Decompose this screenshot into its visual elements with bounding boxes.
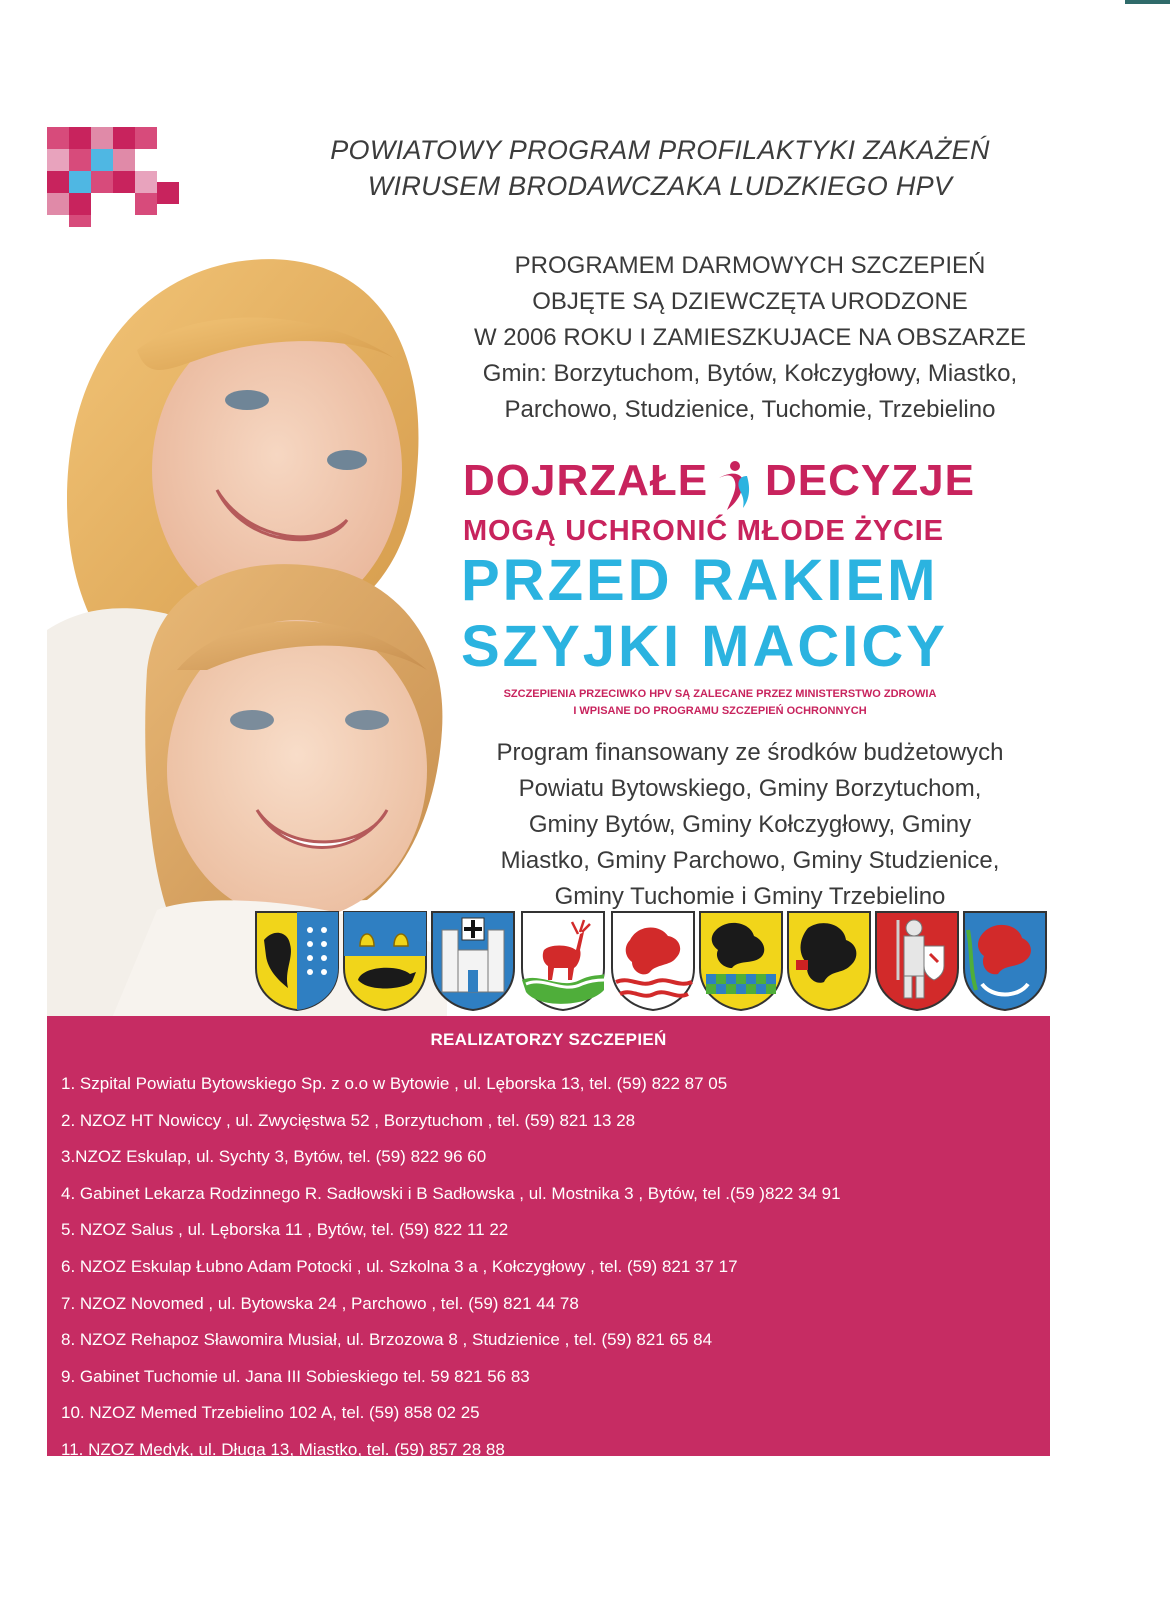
coat-of-arms-griffin-stars	[254, 910, 340, 1012]
slogan-line-4: SZYJKI MACICY	[461, 614, 948, 679]
provider-item: 11. NZOZ Medyk, ul. Długa 13, Miastko, tel. (59) 857 28 88	[61, 1439, 505, 1459]
eligibility-line: OBJĘTE SĄ DZIEWCZĘTA URODZONE	[532, 288, 968, 315]
slogan-word-1: DOJRZAŁE	[463, 456, 709, 505]
provider-item: 1. Szpital Powiatu Bytowskiego Sp. z o.o w Bytowie , ul. Lęborska 13, tel. (59) 822 87 05	[61, 1074, 728, 1093]
funding-line: Miastko, Gminy Parchowo, Gminy Studzienice,	[500, 847, 1000, 874]
coat-of-arms-red-griffin-waves	[610, 910, 696, 1012]
funding-line: Gminy Bytów, Gminy Kołczygłowy, Gminy	[528, 811, 972, 838]
slogan-highlight	[455, 548, 1001, 680]
eligibility-line: PROGRAMEM DARMOWYCH SZCZEPIEŃ	[514, 252, 986, 279]
coats-of-arms-row	[250, 910, 1050, 1016]
provider-item: 3.NZOZ Eskulap, ul. Sychty 3, Bytów, tel. (59) 822 96 60	[61, 1147, 487, 1167]
funding-line: Powiatu Bytowskiego, Gminy Borzytuchom,	[518, 775, 982, 802]
provider-item: 4. Gabinet Lekarza Rodzinnego R. Sadłowski i B Sadłowska , ul. Mostnika 3 , Bytów, tel .(59 )822 34 91	[61, 1183, 841, 1203]
providers-title: REALIZATORZY SZCZEPIEŃ	[430, 1030, 667, 1049]
coat-of-arms-castle	[430, 910, 516, 1012]
eligibility-text	[430, 248, 1070, 428]
ministry-note-line: SZCZEPIENIA PRZECIWKO HPV SĄ ZALECANE PRZEZ MINISTERSTWO ZDROWIA	[503, 688, 937, 700]
slogan-line-2: MOGĄ UCHRONIĆ MŁODE ŻYCIE	[463, 515, 944, 547]
provider-item: 2. NZOZ HT Nowiccy , ul. Zwycięstwa 52 , Borzytuchom , tel. (59) 821 13 28	[61, 1110, 636, 1130]
coat-of-arms-red-griffin-blue	[962, 910, 1048, 1012]
provider-item: 10. NZOZ Memed Trzebielino 102 A, tel. (59) 858 02 25	[61, 1403, 480, 1423]
ministry-note	[440, 686, 1000, 720]
slogan-line-1	[455, 456, 975, 516]
scan-corner-mark	[1125, 0, 1170, 4]
coat-of-arms-knight	[874, 910, 960, 1012]
funding-text	[430, 735, 1070, 915]
program-title-line-1: POWIATOWY PROGRAM PROFILAKTYKI ZAKAŻEŃ	[330, 135, 990, 165]
provider-item: 8. NZOZ Rehapoz Sławomira Musiał, ul. Brzozowa 8 , Studzienice , tel. (59) 821 65 84	[61, 1330, 713, 1350]
funding-line: Program finansowany ze środków budżetowych	[496, 739, 1004, 766]
provider-item: 6. NZOZ Eskulap Łubno Adam Potocki , ul. Szkolna 3 a , Kołczygłowy , tel. (59) 821 37 17	[61, 1256, 738, 1276]
coat-of-arms-deer	[520, 910, 606, 1012]
funding-line: Gminy Tuchomie i Gminy Trzebielino	[554, 883, 946, 910]
providers-list	[61, 1066, 1041, 1469]
vaccination-providers-box	[47, 1016, 1050, 1459]
coat-of-arms-black-griffin	[786, 910, 872, 1012]
provider-item: 7. NZOZ Novomed , ul. Bytowska 24 , Parchowo , tel. (59) 821 44 78	[61, 1293, 579, 1313]
eligibility-line: Parchowo, Studzienice, Tuchomie, Trzebielino	[504, 396, 996, 423]
slogan-word-2: DECYZJE	[765, 456, 975, 505]
eligibility-line: Gmin: Borzytuchom, Bytów, Kołczygłowy, Miastko,	[482, 360, 1018, 387]
slogan-line-3: PRZED RAKIEM	[461, 548, 939, 613]
provider-item: 5. NZOZ Salus , ul. Lęborska 11 , Bytów, tel. (59) 822 11 22	[61, 1220, 509, 1240]
coat-of-arms-bells-boar	[342, 910, 428, 1012]
ribbon-figure-icon	[713, 460, 753, 512]
program-logo	[47, 127, 185, 227]
eligibility-line: W 2006 ROKU I ZAMIESZKUJACE NA OBSZARZE	[473, 324, 1027, 351]
provider-item: 9. Gabinet Tuchomie ul. Jana III Sobieskiego tel. 59 821 56 83	[61, 1366, 530, 1386]
ministry-note-line: I WPISANE DO PROGRAMU SZCZEPIEŃ OCHRONNYCH	[573, 705, 867, 717]
coat-of-arms-griffin-checker	[698, 910, 784, 1012]
program-title-line-2: WIRUSEM BRODAWCZAKA LUDZKIEGO HPV	[367, 171, 953, 201]
